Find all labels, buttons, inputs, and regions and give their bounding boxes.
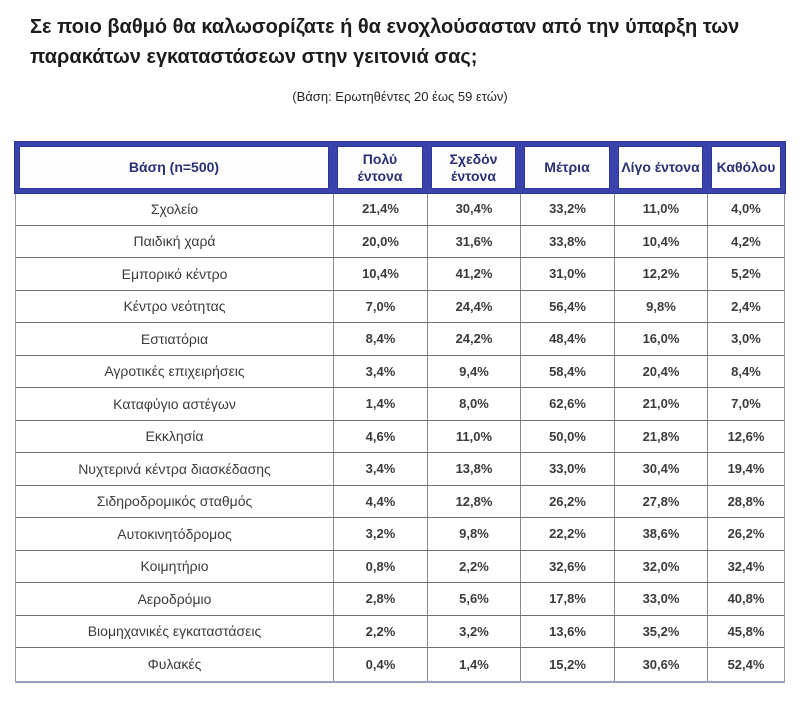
row-value-cell: 32,0% — [614, 551, 707, 583]
row-value-cell: 10,4% — [614, 226, 707, 258]
row-value-cell: 11,0% — [427, 421, 520, 453]
table-body — [15, 193, 785, 683]
row-value-cell: 12,8% — [427, 486, 520, 518]
row-value-cell: 1,4% — [427, 648, 520, 681]
row-value-cell: 26,2% — [520, 486, 614, 518]
row-value-cell: 4,0% — [707, 193, 784, 225]
row-value-cell: 31,6% — [427, 226, 520, 258]
row-value-cell: 48,4% — [520, 323, 614, 355]
header-cell-quite-intense: Σχεδόν έντονα — [431, 146, 516, 189]
row-value-cell: 8,0% — [427, 388, 520, 420]
row-value-cell: 16,0% — [614, 323, 707, 355]
row-value-cell: 12,2% — [614, 258, 707, 290]
row-value-cell: 15,2% — [520, 648, 614, 681]
row-value-cell: 10,4% — [333, 258, 427, 290]
row-value-cell: 41,2% — [427, 258, 520, 290]
row-value-cell: 9,8% — [427, 518, 520, 550]
row-value-cell: 21,0% — [614, 388, 707, 420]
row-value-cell: 32,6% — [520, 551, 614, 583]
table-row — [16, 193, 784, 226]
row-value-cell: 40,8% — [707, 583, 784, 615]
row-label: Καταφύγιο αστέγων — [113, 395, 236, 412]
table-row — [16, 583, 784, 616]
table-row — [16, 356, 784, 389]
row-value-cell: 20,4% — [614, 356, 707, 388]
table-row — [16, 421, 784, 454]
row-value-cell: 11,0% — [614, 193, 707, 225]
row-label: Εκκλησία — [145, 428, 204, 445]
row-value-cell: 2,4% — [707, 291, 784, 323]
row-value-cell: 4,6% — [333, 421, 427, 453]
header-cell-moderate: Μέτρια — [524, 146, 610, 189]
row-value-cell: 56,4% — [520, 291, 614, 323]
row-value-cell: 3,2% — [333, 518, 427, 550]
table-row — [16, 616, 784, 649]
row-value-cell: 31,0% — [520, 258, 614, 290]
row-label: Βιομηχανικές εγκαταστάσεις — [87, 623, 262, 640]
row-value-cell: 8,4% — [707, 356, 784, 388]
table-row — [16, 226, 784, 259]
row-value-cell: 58,4% — [520, 356, 614, 388]
row-value-cell: 45,8% — [707, 616, 784, 648]
row-label: Αγροτικές επιχειρήσεις — [104, 363, 245, 380]
survey-base-subtitle: (Βάση: Ερωτηθέντες 20 έως 59 ετών) — [292, 89, 508, 104]
row-label: Αυτοκινητόδρομος — [117, 525, 232, 542]
table-row — [16, 486, 784, 519]
row-label: Κοιμητήριο — [140, 558, 209, 575]
row-value-cell: 33,0% — [520, 453, 614, 485]
row-value-cell: 52,4% — [707, 648, 784, 681]
row-value-cell: 9,4% — [427, 356, 520, 388]
page-title: Σε ποιο βαθμό θα καλωσορίζατε ή θα ενοχλούσασταν από την ύπαρξη των παρακάτων εγκαταστάσεων στην γειτονιά σας; — [30, 16, 740, 68]
row-value-cell: 24,4% — [427, 291, 520, 323]
table-row — [16, 551, 784, 584]
table-row — [16, 518, 784, 551]
table-row — [16, 453, 784, 486]
row-label: Εμπορικό κέντρο — [121, 265, 228, 282]
row-value-cell: 7,0% — [333, 291, 427, 323]
row-value-cell: 21,4% — [333, 193, 427, 225]
table-header-row — [15, 142, 785, 193]
row-label: Εστιατόρια — [140, 330, 209, 347]
row-label: Κέντρο νεότητας — [123, 298, 226, 315]
table-row — [16, 388, 784, 421]
row-value-cell: 32,4% — [707, 551, 784, 583]
table-row — [16, 291, 784, 324]
row-value-cell: 35,2% — [614, 616, 707, 648]
row-value-cell: 4,4% — [333, 486, 427, 518]
row-value-cell: 33,0% — [614, 583, 707, 615]
row-label: Σχολείο — [150, 200, 199, 217]
row-value-cell: 0,4% — [333, 648, 427, 681]
row-value-cell: 4,2% — [707, 226, 784, 258]
row-value-cell: 28,8% — [707, 486, 784, 518]
row-value-cell: 7,0% — [707, 388, 784, 420]
row-value-cell: 50,0% — [520, 421, 614, 453]
survey-results-table — [15, 142, 785, 683]
row-value-cell: 62,6% — [520, 388, 614, 420]
row-value-cell: 1,4% — [333, 388, 427, 420]
row-value-cell: 27,8% — [614, 486, 707, 518]
row-value-cell: 24,2% — [427, 323, 520, 355]
header-cell-mild-intense: Λίγο έντονα — [618, 146, 703, 189]
row-label: Παιδική χαρά — [133, 233, 216, 250]
table-row — [16, 648, 784, 681]
row-value-cell: 9,8% — [614, 291, 707, 323]
row-value-cell: 2,2% — [427, 551, 520, 583]
row-value-cell: 3,4% — [333, 453, 427, 485]
row-value-cell: 3,0% — [707, 323, 784, 355]
row-value-cell: 33,8% — [520, 226, 614, 258]
row-value-cell: 30,4% — [614, 453, 707, 485]
row-value-cell: 38,6% — [614, 518, 707, 550]
row-value-cell: 3,2% — [427, 616, 520, 648]
row-value-cell: 19,4% — [707, 453, 784, 485]
row-value-cell: 20,0% — [333, 226, 427, 258]
row-value-cell: 17,8% — [520, 583, 614, 615]
row-label: Αεροδρόμιο — [137, 590, 212, 607]
header-cell-not-at-all: Καθόλου — [711, 146, 781, 189]
row-value-cell: 0,8% — [333, 551, 427, 583]
row-label: Φυλακές — [147, 656, 202, 673]
row-value-cell: 8,4% — [333, 323, 427, 355]
row-value-cell: 13,8% — [427, 453, 520, 485]
row-value-cell: 21,8% — [614, 421, 707, 453]
table-row — [16, 258, 784, 291]
row-value-cell: 3,4% — [333, 356, 427, 388]
row-value-cell: 2,2% — [333, 616, 427, 648]
row-value-cell: 22,2% — [520, 518, 614, 550]
row-value-cell: 33,2% — [520, 193, 614, 225]
table-row — [16, 323, 784, 356]
row-value-cell: 26,2% — [707, 518, 784, 550]
row-label: Σιδηροδρομικός σταθμός — [96, 493, 253, 510]
header-cell-base: Βάση (n=500) — [19, 146, 329, 189]
row-label: Νυχτερινά κέντρα διασκέδασης — [78, 460, 271, 477]
row-value-cell: 30,6% — [614, 648, 707, 681]
row-value-cell: 5,6% — [427, 583, 520, 615]
row-value-cell: 5,2% — [707, 258, 784, 290]
header-cell-very-intense: Πολύ έντονα — [337, 146, 423, 189]
row-value-cell: 30,4% — [427, 193, 520, 225]
row-value-cell: 12,6% — [707, 421, 784, 453]
row-value-cell: 13,6% — [520, 616, 614, 648]
row-value-cell: 2,8% — [333, 583, 427, 615]
